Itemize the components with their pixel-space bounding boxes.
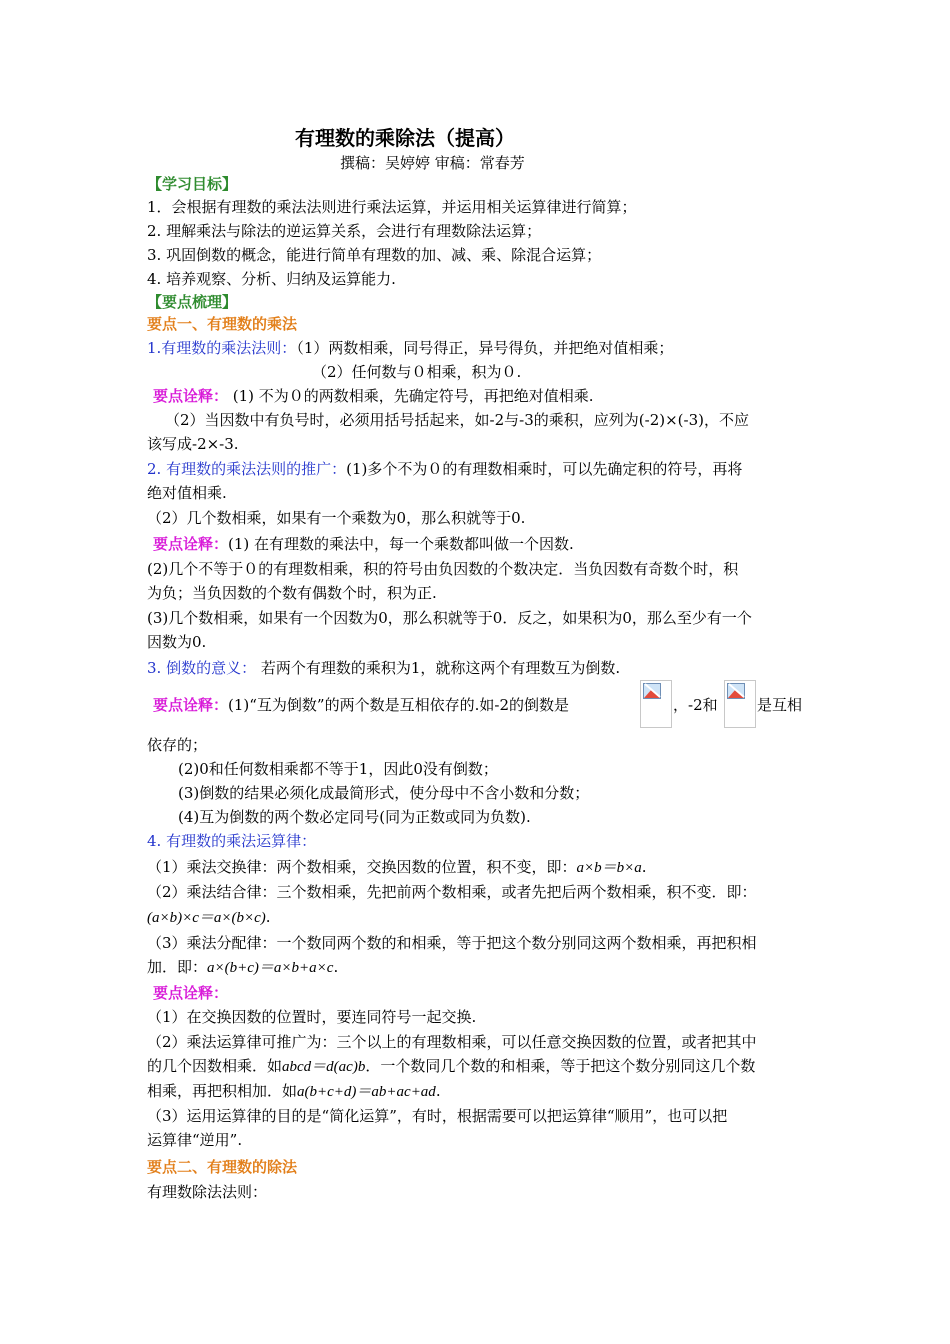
rule3-line: [147, 656, 620, 680]
division-rule: 有理数除法法则：: [147, 1183, 268, 1201]
note4-b1: （2）乘法运算律可推广为：三个以上的有理数相乘，可以任意交换因数的位置，或者把其中: [147, 1033, 757, 1051]
note1-b1: （2）当因数中有负号时，必须用括号括起来，如-2与-3的乘积，应列为(-2)×(-3)，不应: [165, 411, 749, 429]
rule2-label: 2. 有理数的乘法法则的推广：: [147, 460, 347, 478]
note3-a2: 依存的；: [147, 736, 208, 754]
note-label: 要点诠释：: [153, 696, 229, 714]
authors-line: 撰稿：吴婷婷 审稿：常春芳: [340, 154, 525, 172]
rule2-a2: 绝对值相乘.: [147, 484, 227, 502]
note4-c2: 运算律“逆用”.: [147, 1131, 243, 1149]
image-placeholder-icon: [643, 683, 661, 699]
broken-image-icon: [640, 680, 672, 728]
law3-text1: （3）乘法分配律：一个数同两个数的和相乘，等于把这个数分别同这两个数相乘，再把积相: [147, 934, 757, 952]
law1-formula: a×b＝b×a: [576, 860, 642, 876]
rule2-line: [147, 457, 742, 481]
note2-c2: 因数为0.: [147, 633, 207, 651]
note-label: 要点诠释：: [153, 984, 229, 1002]
law3-text2: 加．即：: [147, 958, 208, 976]
note2-a: (1) 在有理数的乘法中，每一个乘数都叫做一个因数.: [228, 535, 574, 553]
document-title: 有理数的乘除法（提高）: [295, 126, 515, 150]
rule4-label: 4. 有理数的乘法运算律：: [147, 832, 317, 850]
goal-item: 3. 巩固倒数的概念，能进行简单有理数的加、减、乘、除混合运算；: [147, 246, 602, 264]
rule2-a1: (1)多个不为０的有理数相乘时，可以先确定积的符号，再将: [346, 460, 743, 478]
points-heading: 【要点梳理】: [147, 293, 238, 311]
note-label: 要点诠释：: [153, 535, 229, 553]
note4-c1: （3）运用运算律的目的是“简化运算”，有时，根据需要可以把运算律“顺用”，也可以把: [147, 1107, 728, 1125]
note4-a: （1）在交换因数的位置时，要连同符号一起交换.: [147, 1008, 477, 1026]
image-placeholder-icon: [727, 683, 745, 699]
law3-line: 加．即：a×(b+c)＝a×b+a×c.: [147, 958, 339, 976]
note2-c1: (3)几个数相乘，如果有一个因数为0，那么积就等于0．反之，如果积为0，那么至少有一个: [147, 609, 752, 627]
rule2-b: （2）几个数相乘，如果有一个乘数为0，那么积就等于0.: [147, 509, 526, 527]
note1-a: (1) 不为０的两数相乘，先确定符号，再把绝对值相乘.: [228, 387, 594, 405]
note4-b2-pre: 的几个因数相乘．如: [147, 1057, 283, 1075]
broken-image-icon: [724, 680, 756, 728]
rule1-a: （1）两数相乘，同号得正，异号得负，并把绝对值相乘；: [296, 339, 674, 357]
goals-heading: 【学习目标】: [147, 175, 238, 193]
law2-formula: (a×b)×c＝a×(b×c): [147, 910, 266, 926]
section2-heading: 要点二、有理数的除法: [147, 1158, 298, 1176]
note1-b2: 该写成-2×-3.: [147, 435, 239, 453]
section1-heading: 要点一、有理数的乘法: [147, 315, 298, 333]
note4-b2-post: ．一个数同几个数的和相乘，等于把这个数分别同这几个数: [365, 1057, 756, 1075]
rule1-label: 1.有理数的乘法法则：: [147, 339, 297, 357]
note4-b2-formula: abcd＝d(ac)b: [282, 1059, 366, 1075]
note2-b2: 为负；当负因数的个数有偶数个时，积为正.: [147, 584, 437, 602]
note2-b1: (2)几个不等于０的有理数相乘，积的符号由负因数的个数决定．当负因数有奇数个时，积: [147, 560, 739, 578]
goal-item: 1．会根据有理数的乘法法则进行乘法运算，并运用相关运算律进行简算；: [147, 198, 637, 216]
note2-line: [153, 532, 574, 556]
note3-a-post: 是互相: [757, 696, 803, 714]
note4-b3-pre: 相乘，再把积相加．如: [147, 1082, 298, 1100]
goal-item: 2. 理解乘法与除法的逆运算关系，会进行有理数除法运算；: [147, 222, 542, 240]
law1-line: （1）乘法交换律：两个数相乘，交换因数的位置，积不变，即：a×b＝b×a.: [147, 858, 647, 876]
note1-line: [153, 384, 594, 408]
rule1-line: [147, 336, 673, 360]
note3-a-pre: (1)“互为倒数”的两个数是互相依存的.如-2的倒数是: [228, 696, 569, 714]
law1-text: （1）乘法交换律：两个数相乘，交换因数的位置，积不变，即：: [147, 858, 577, 876]
note4-b3-line: 相乘，再把积相加．如a(b+c+d)＝ab+ac+ad.: [147, 1082, 441, 1100]
law2-formula-line: (a×b)×c＝a×(b×c).: [147, 908, 271, 926]
note4-b3-formula: a(b+c+d)＝ab+ac+ad: [297, 1084, 436, 1100]
note4-b2-line: [147, 1054, 755, 1079]
law2-text: （2）乘法结合律：三个数相乘，先把前两个数相乘，或者先把后两个数相乘，积不变．即：: [147, 883, 757, 901]
note3-b: (2)0和任何数相乘都不等于1，因此0没有倒数；: [178, 760, 498, 778]
note3-c: (3)倒数的结果必须化成最简形式，使分母中不含小数和分数；: [178, 784, 590, 802]
note3-line: [153, 693, 569, 717]
note3-d: (4)互为倒数的两个数必定同号(同为正数或同为负数).: [178, 808, 531, 826]
law3-formula: a×(b+c)＝a×b+a×c: [207, 960, 334, 976]
note3-a-mid: ，-2和: [673, 696, 718, 714]
rule3-label: 3. 倒数的意义：: [147, 659, 257, 677]
goal-item: 4. 培养观察、分析、归纳及运算能力.: [147, 270, 396, 288]
rule1-b: （2）任何数与０相乘，积为０.: [312, 363, 522, 381]
note-label: 要点诠释：: [153, 387, 229, 405]
rule3-text: 若两个有理数的乘积为1，就称这两个有理数互为倒数.: [256, 659, 621, 677]
